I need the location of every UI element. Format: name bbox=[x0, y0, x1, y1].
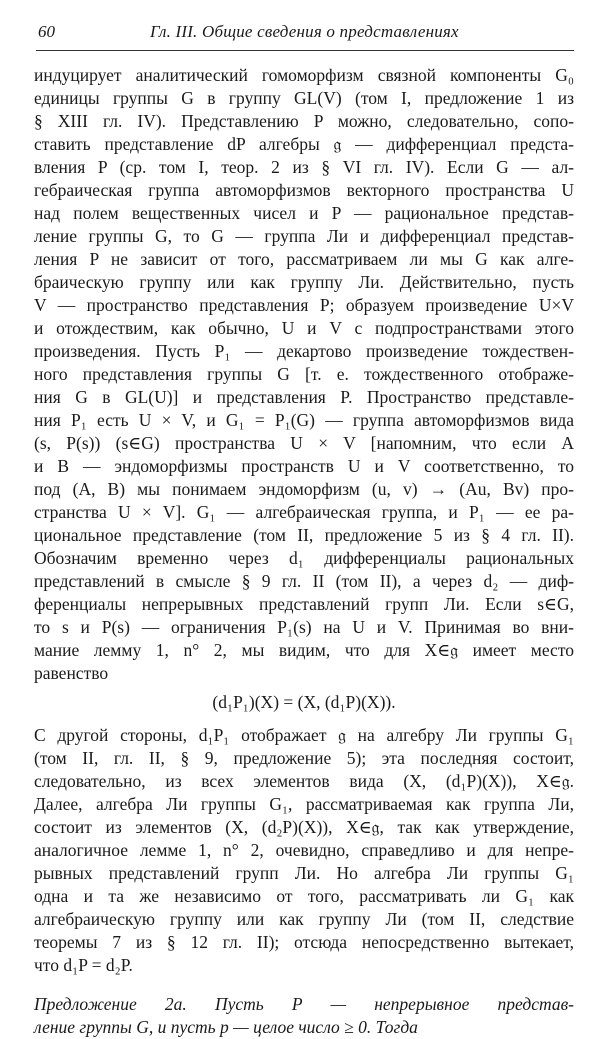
text-line: § XIII гл. IV). Представлению P можно, следовательно, сопо- bbox=[34, 111, 574, 131]
text-line: ния G в GL(U)] и представления P. Пространство представле- bbox=[34, 387, 574, 407]
text-line: ление группы G, то G — группа Ли и дифференциал представ- bbox=[34, 226, 574, 246]
proposition-line: Предложение 2а. Пусть P — непрерывное представ- bbox=[34, 994, 574, 1014]
text-line: теоремы 7 из § 12 гл. II); отсюда непосредственно вытекает, bbox=[34, 932, 574, 952]
display-equation: (d₁P₁)(X) = (X, (d₁P)(X)). bbox=[212, 692, 396, 712]
text-line: гебраическая группа автоморфизмов векторного пространства U bbox=[34, 180, 574, 200]
page-number: 60 bbox=[38, 22, 55, 41]
text-line: и отождествим, как обычно, U и V с подпространствами этого bbox=[34, 318, 574, 338]
text-line: V — пространство представления P; образуем произведение U×V bbox=[34, 295, 574, 315]
text-line: равенство bbox=[34, 663, 109, 683]
text-line: индуцирует аналитический гомоморфизм связной компоненты G₀ bbox=[34, 65, 574, 85]
page-body bbox=[34, 64, 574, 1039]
text-line: Далее, алгебра Ли группы G₁, рассматриваемая как группа Ли, bbox=[34, 794, 574, 814]
text-line: что d₁P = d₂P. bbox=[34, 955, 133, 975]
text-line: следовательно, из всех элементов вида (X, (d₁P)(X)), X∈𝔤. bbox=[34, 771, 574, 791]
text-line: С другой стороны, d₁P₁ отображает 𝔤 на алгебру Ли группы G₁ bbox=[34, 725, 574, 745]
text-line: ния P₁ есть U × V, и G₁ = P₁(G) — группа автоморфизмов вида bbox=[34, 410, 574, 430]
text-line: браическую группу или как группу Ли. Действительно, пусть bbox=[34, 272, 574, 292]
paragraph-2 bbox=[34, 724, 574, 977]
text-line: странства U × V]. G₁ — алгебраическая группа, и P₁ — ее ра- bbox=[34, 502, 574, 522]
text-line: состоит из элементов (X, (d₂P)(X)), X∈𝔤, так как утверждение, bbox=[34, 817, 574, 837]
text-line: ференциалы непрерывных представлений групп Ли. Если s∈G, bbox=[34, 594, 574, 614]
text-line: аналогичное лемме 1, n° 2, очевидно, справедливо и для непре- bbox=[34, 840, 574, 860]
text-line: представлений в смысле § 9 гл. II (том II), а через d₂ — диф- bbox=[34, 571, 574, 591]
text-line: циональное представление (том II, предложение 5 из § 4 гл. II). bbox=[34, 525, 574, 545]
text-line: Обозначим временно через d₁ дифференциалы рациональных bbox=[34, 548, 574, 568]
text-line: произведения. Пусть P₁ — декартово произведение тождествен- bbox=[34, 341, 574, 361]
text-line: ставить представление dP алгебры 𝔤 — дифференциал предста- bbox=[34, 134, 574, 154]
paragraph-gap bbox=[34, 977, 574, 993]
text-line: одна и та же независимо от того, рассматривать ли G₁ как bbox=[34, 886, 574, 906]
text-line: над полем вещественных чисел и P — рациональное представ- bbox=[34, 203, 574, 223]
text-line: ного представления группы G [т. е. тождественного отображе- bbox=[34, 364, 574, 384]
text-line: мание лемму 1, n° 2, мы видим, что для X∈𝔤 имеет место bbox=[34, 640, 574, 660]
running-title: Гл. III. Общие сведения о представлениях bbox=[150, 22, 459, 41]
text-line: ления P не зависит от того, рассматриваем ли мы G как алге- bbox=[34, 249, 574, 269]
text-line: алгебраическую группу или как группу Ли (том II, следствие bbox=[34, 909, 574, 929]
text-line: (s, P(s)) (s∈G) пространства U × V [напомним, что если A bbox=[34, 433, 574, 453]
text-line: рывных представлений групп Ли. Но алгебра Ли группы G₁ bbox=[34, 863, 574, 883]
text-line: под (A, B) мы понимаем эндоморфизм (u, v) → (Au, Bv) про- bbox=[34, 479, 574, 499]
text-line: и B — эндоморфизмы пространств U и V соответственно, то bbox=[34, 456, 574, 476]
page-header bbox=[38, 22, 574, 46]
header-rule bbox=[36, 50, 574, 51]
text-line: (том II, гл. II, § 9, предложение 5); эта последняя состоит, bbox=[34, 748, 574, 768]
proposition-line: ление группы G, и пусть p — целое число ≥ 0. Тогда bbox=[34, 1017, 418, 1037]
text-line: единицы группы G в группу GL(V) (том I, предложение 1 из bbox=[34, 88, 574, 108]
paragraph-1 bbox=[34, 64, 574, 685]
text-line: вления P (ср. том I, теор. 2 из § VI гл. IV). Если G — ал- bbox=[34, 157, 574, 177]
text-line: то s и P(s) — ограничения P₁(s) на U и V. Принимая во вни- bbox=[34, 617, 574, 637]
